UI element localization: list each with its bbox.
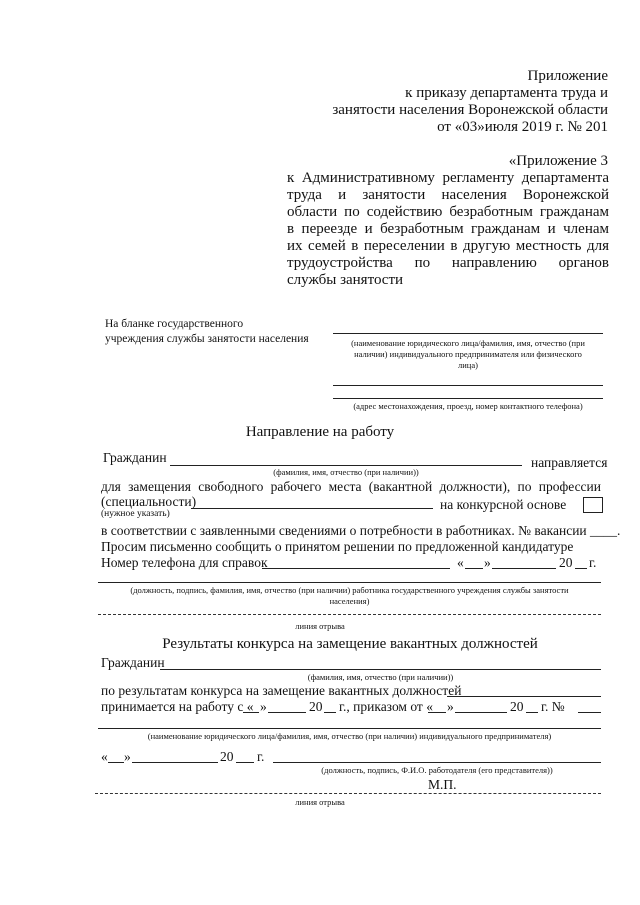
results-position-field[interactable] (447, 696, 601, 697)
specialty-label: (специальности) (101, 494, 197, 509)
hired-from-label: принимается на работу с « (101, 699, 254, 714)
date-quote-open: « (457, 555, 464, 570)
competitive-checkbox[interactable] (583, 497, 603, 513)
results-employer-hint: (наименование юридического лица/фамилия, имя, отчество (при наличии) индивидуального предпринимателя) (147, 731, 552, 741)
sign-date-quote-open: « (101, 749, 108, 764)
day-field[interactable] (465, 568, 483, 569)
tear-line-label: линия отрыва (295, 621, 345, 631)
appendix3-line: труда и занятости населения Воронежской (287, 187, 609, 203)
employer-hint: (наименование юридического лица/фамилия, имя, отчество (при (351, 338, 585, 348)
blank-label: учреждения службы занятости населения (105, 333, 309, 345)
employer-hint: лица) (458, 360, 478, 370)
employer-extra-field[interactable] (333, 385, 603, 386)
results-employer-field[interactable] (98, 728, 601, 729)
tear-line (98, 614, 601, 615)
sign-year-field[interactable] (236, 762, 254, 763)
hire-month-field[interactable] (268, 712, 306, 713)
signature-field[interactable] (98, 582, 601, 583)
results-citizen-field[interactable] (160, 669, 601, 670)
header-appendix: Приложение (527, 68, 608, 84)
year-field[interactable] (575, 568, 587, 569)
order-year-prefix: 20 (510, 699, 524, 714)
order-number-field[interactable] (578, 712, 601, 713)
order-quote-close: » (447, 699, 454, 714)
employer-sign-hint: (должность, подпись, Ф.И.О. работодателя (его представителя)) (321, 765, 553, 775)
appendix3-line: к Административному регламенту департамента (287, 170, 609, 186)
header-order-ref: к приказу департамента труда и (405, 85, 608, 101)
results-text: по результатам конкурса на замещение вакантных должностей (101, 683, 462, 698)
results-name-hint: (фамилия, имя, отчество (при наличии)) (307, 672, 454, 682)
specify-hint: (нужное указать) (101, 509, 170, 519)
phone-label: Номер телефона для справок (101, 555, 268, 570)
address-hint: (адрес местонахождения, проезд, номер контактного телефона) (353, 401, 583, 411)
employer-sign-field[interactable] (273, 762, 601, 763)
sign-day-field[interactable] (108, 762, 124, 763)
year-prefix: 20 (559, 555, 573, 570)
sign-year-suffix: г. (257, 749, 265, 764)
order-day-field[interactable] (428, 712, 446, 713)
header-department: занятости населения Воронежской области (332, 102, 608, 118)
address-field[interactable] (333, 398, 603, 399)
month-field[interactable] (492, 568, 556, 569)
order-month-field[interactable] (455, 712, 507, 713)
citizen-name-field[interactable] (170, 465, 522, 466)
competitive-label: на конкурсной основе (440, 497, 567, 512)
appendix3-line: области по содействию безработным гражданам (287, 204, 609, 220)
order-year-field[interactable] (526, 712, 538, 713)
request-text: Просим письменно сообщить о принятом решении по предложенной кандидатуре (101, 539, 574, 554)
signature-hint: населения) (329, 596, 370, 606)
signature-hint: (должность, подпись, фамилия, имя, отчество (при наличии) работника государственного учреждения службы занятости (130, 585, 569, 595)
vacancy-number-text: в соответствии с заявленными сведениями о потребности в работниках. № вакансии ____. (101, 523, 621, 538)
directed-label: направляется (531, 455, 608, 470)
tear-line (95, 793, 601, 794)
year-suffix: г. (589, 555, 597, 570)
employer-hint: наличии) индивидуального предпринимателя или физического (354, 349, 582, 359)
appendix3-line: службы занятости (287, 272, 404, 288)
results-citizen-label: Гражданин (101, 655, 165, 670)
phone-field[interactable] (262, 568, 450, 569)
name-hint: (фамилия, имя, отчество (при наличии)) (273, 467, 419, 477)
specialty-field[interactable] (191, 508, 433, 509)
hire-quote-close: » (260, 699, 267, 714)
sign-date-quote-close: » (124, 749, 131, 764)
stamp-label: М.П. (428, 777, 457, 792)
order-from-label: г., приказом от « (339, 699, 433, 714)
citizen-label: Гражданин (103, 450, 167, 465)
order-number-label: г. № (541, 699, 565, 714)
sign-year-prefix: 20 (220, 749, 234, 764)
hire-year-prefix: 20 (309, 699, 323, 714)
vacancy-text: для замещения свободного рабочего места (вакантной должности), по профессии (101, 479, 601, 494)
sign-month-field[interactable] (132, 762, 218, 763)
employer-name-field[interactable] (333, 333, 603, 334)
blank-label: На бланке государственного (105, 318, 244, 330)
hire-day-field[interactable] (243, 712, 259, 713)
appendix3-line: их семей в переселении в другую местность для (287, 238, 609, 254)
tear-line-label: линия отрыва (295, 797, 345, 807)
appendix3-line: трудоустройства по направлению органов (287, 255, 609, 271)
results-title: Результаты конкурса на замещение вакантных должностей (162, 636, 538, 652)
date-quote-close: » (484, 555, 491, 570)
referral-title: Направление на работу (245, 424, 395, 440)
appendix3-line: в переезде и безработным гражданам и членам (287, 221, 609, 237)
appendix3-title: «Приложение 3 (508, 153, 608, 169)
header-order-date: от «03»июля 2019 г. № 201 (437, 119, 608, 135)
hire-year-field[interactable] (324, 712, 336, 713)
